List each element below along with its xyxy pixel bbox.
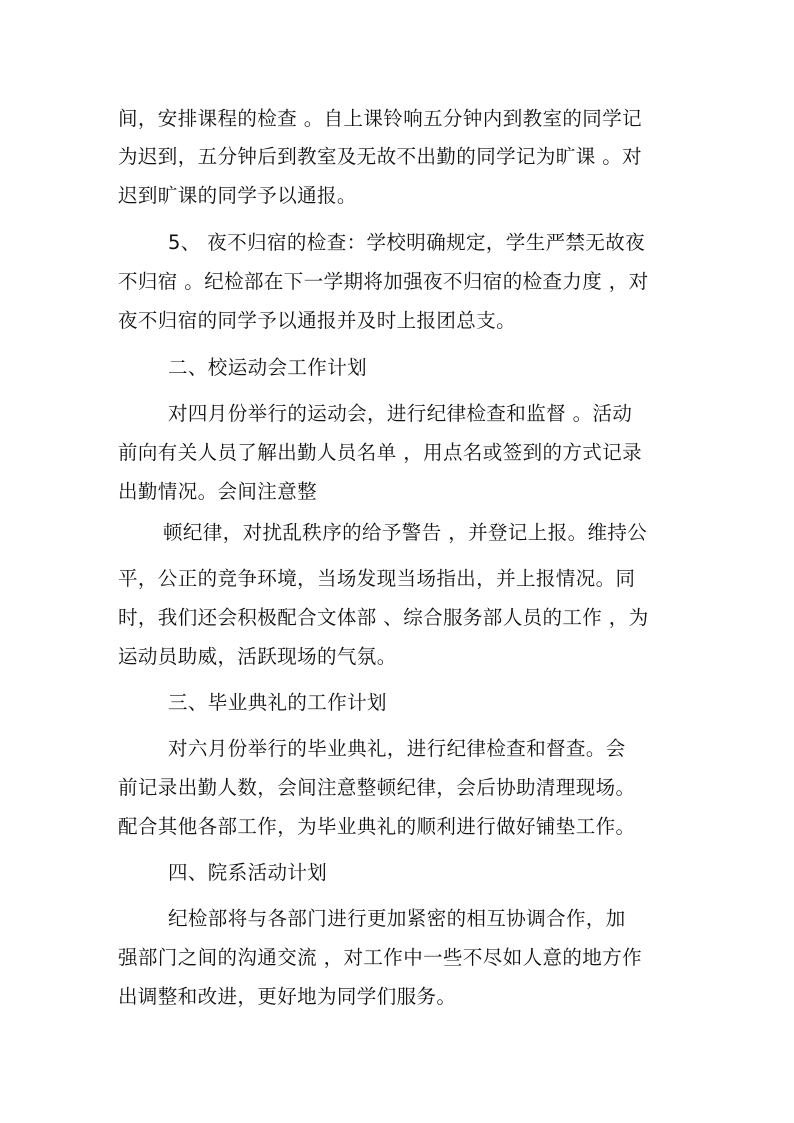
- section-heading: 四、院系活动计划: [168, 861, 328, 884]
- section-heading: 三、毕业典礼的工作计划: [168, 691, 387, 714]
- text-line: 纪检部将与各部门进行更加紧密的相互协调合作，加: [168, 907, 626, 930]
- text-line: 为迟到，五分钟后到教室及无故不出勤的同学记为旷课 。对: [118, 145, 642, 168]
- text-line: 出调整和改进，更好地为同学们服务。: [118, 985, 457, 1008]
- text-line: 时，我们还会积极配合文体部 、综合服务部人员的工作 ，为: [118, 606, 649, 629]
- text-line: 强部门之间的沟通交流 ，对工作中一些不尽如人意的地方作: [118, 946, 642, 969]
- text-line: 间，安排课程的检查 。自上课铃响五分钟内到教室的同学记: [118, 107, 642, 130]
- text-line: 顿纪律，对扰乱秩序的给予警告 ，并登记上报。维持公: [163, 521, 648, 544]
- text-line: 5、 夜不归宿的检查：学校明确规定，学生严禁无故夜: [168, 231, 646, 254]
- text-line: 迟到旷课的同学予以通报。: [118, 184, 357, 207]
- text-line: 对六月份举行的毕业典礼，进行纪律检查和督查。会: [168, 737, 626, 760]
- text-line: 夜不归宿的同学予以通报并及时上报团总支。: [118, 309, 517, 332]
- text-line: 配合其他各部工作，为毕业典礼的顺利进行做好铺垫工作。: [118, 815, 636, 838]
- text-line: 平，公正的竞争环境，当场发现当场指出，并上报情况。同: [118, 567, 636, 590]
- text-line: 对四月份举行的运动会，进行纪律检查和监督 。活动: [168, 402, 633, 425]
- text-line: 前记录出勤人数，会间注意整顿纪律，会后协助清理现场。: [118, 776, 636, 799]
- section-heading: 二、校运动会工作计划: [168, 356, 368, 379]
- text-line: 前向有关人员了解出勤人员名单 ，用点名或签到的方式记录: [118, 441, 642, 464]
- text-line: 出勤情况。会间注意整: [118, 480, 318, 503]
- text-line: 运动员助威，活跃现场的气氛。: [118, 645, 397, 668]
- text-line: 不归宿 。纪检部在下一学期将加强夜不归宿的检查力度 ，对: [118, 270, 649, 293]
